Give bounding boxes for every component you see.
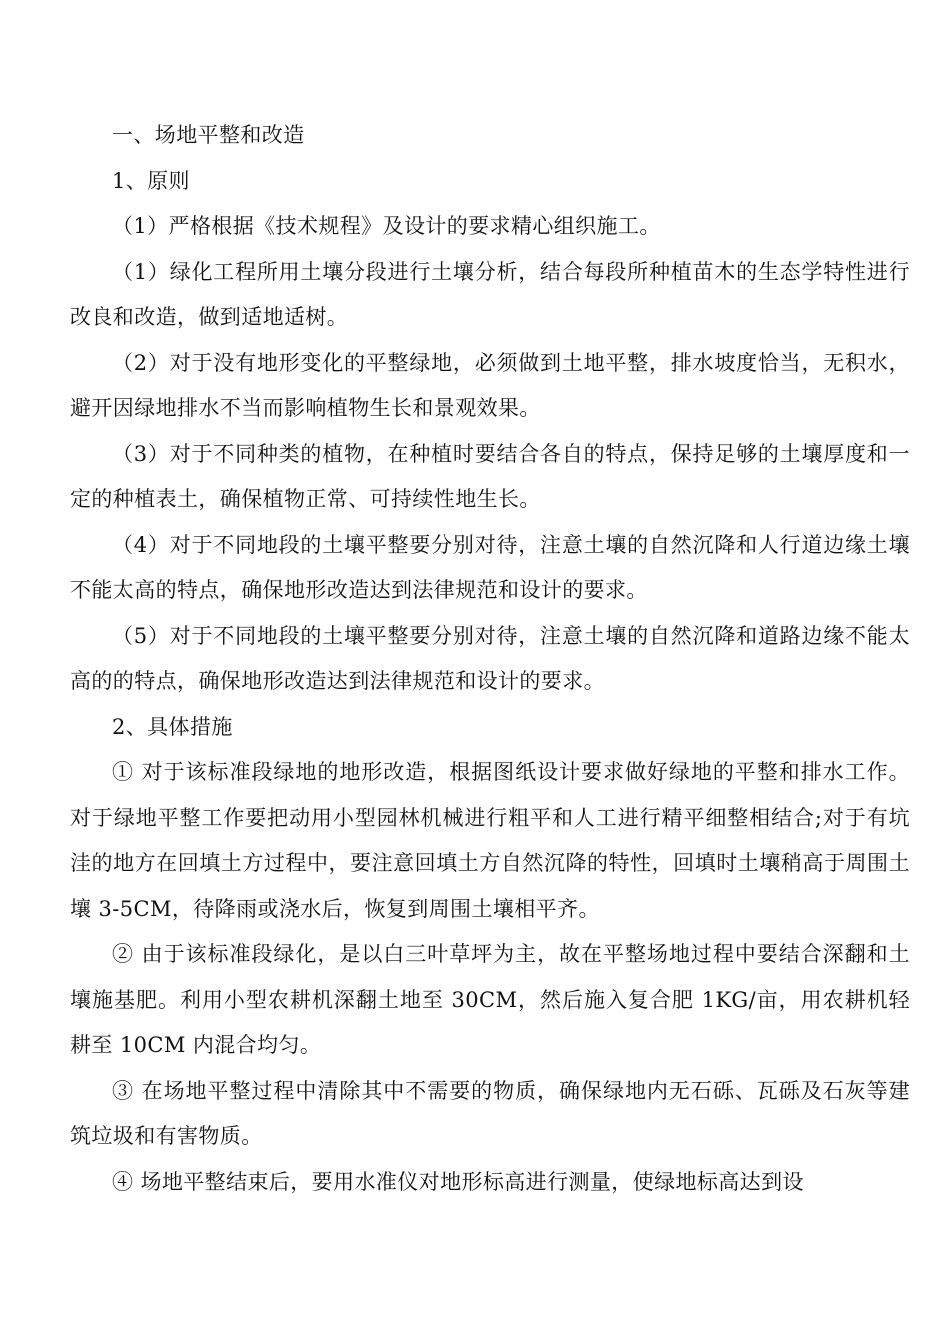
paragraph: （2）对于没有地形变化的平整绿地，必须做到土地平整，排水坡度恰当，无积水，避开因绿地排水不当而影响植物生长和景观效果。	[70, 350, 910, 420]
paragraph: （1）绿化工程所用土壤分段进行土壤分析，结合每段所种植苗木的生态学特性进行改良和改造，做到适地适树。	[70, 259, 910, 329]
document-body	[70, 113, 910, 1205]
paragraph: （3）对于不同种类的植物，在种植时要结合各自的特点，保持足够的土壤厚度和一定的种植表土，确保植物正常、可持续性地生长。	[70, 441, 910, 511]
paragraph: （1）严格根据《技术规程》及设计的要求精心组织施工。	[112, 214, 661, 238]
paragraph: ② 由于该标准段绿化，是以白三叶草坪为主，故在平整场地过程中要结合深翻和土壤施基肥。利用小型农耕机深翻土地至 30CM，然后施入复合肥 1KG/亩，用农耕机轻耕至 10CM 内混合均匀。	[70, 942, 910, 1057]
paragraph: ① 对于该标准段绿地的地形改造，根据图纸设计要求做好绿地的平整和排水工作。对于绿地平整工作要把动用小型园林机械进行粗平和人工进行精平细整相结合;对于有坑洼的地方在回填土方过程中，要注意回填土方自然沉降的特性，回填时土壤稍高于周围土壤 3-5CM，待降雨或浇水后，恢复到周围土壤相平齐。	[70, 760, 910, 921]
section-heading: 一、场地平整和改造	[112, 123, 305, 147]
subsection-heading-measures: 2、具体措施	[112, 714, 233, 739]
paragraph: （5）对于不同地段的土壤平整要分别对待，注意土壤的自然沉降和道路边缘不能太高的的特点，确保地形改造达到法律规范和设计的要求。	[70, 623, 910, 693]
paragraph: ④ 场地平整结束后，要用水准仪对地形标高进行测量，使绿地标高达到设	[112, 1169, 804, 1194]
paragraph: （4）对于不同地段的土壤平整要分别对待，注意土壤的自然沉降和人行道边缘土壤不能太高的特点，确保地形改造达到法律规范和设计的要求。	[70, 532, 910, 602]
paragraph: ③ 在场地平整过程中清除其中不需要的物质，确保绿地内无石砾、瓦砾及石灰等建筑垃圾和有害物质。	[70, 1078, 910, 1148]
subsection-heading-principles: 1、原则	[112, 168, 190, 193]
